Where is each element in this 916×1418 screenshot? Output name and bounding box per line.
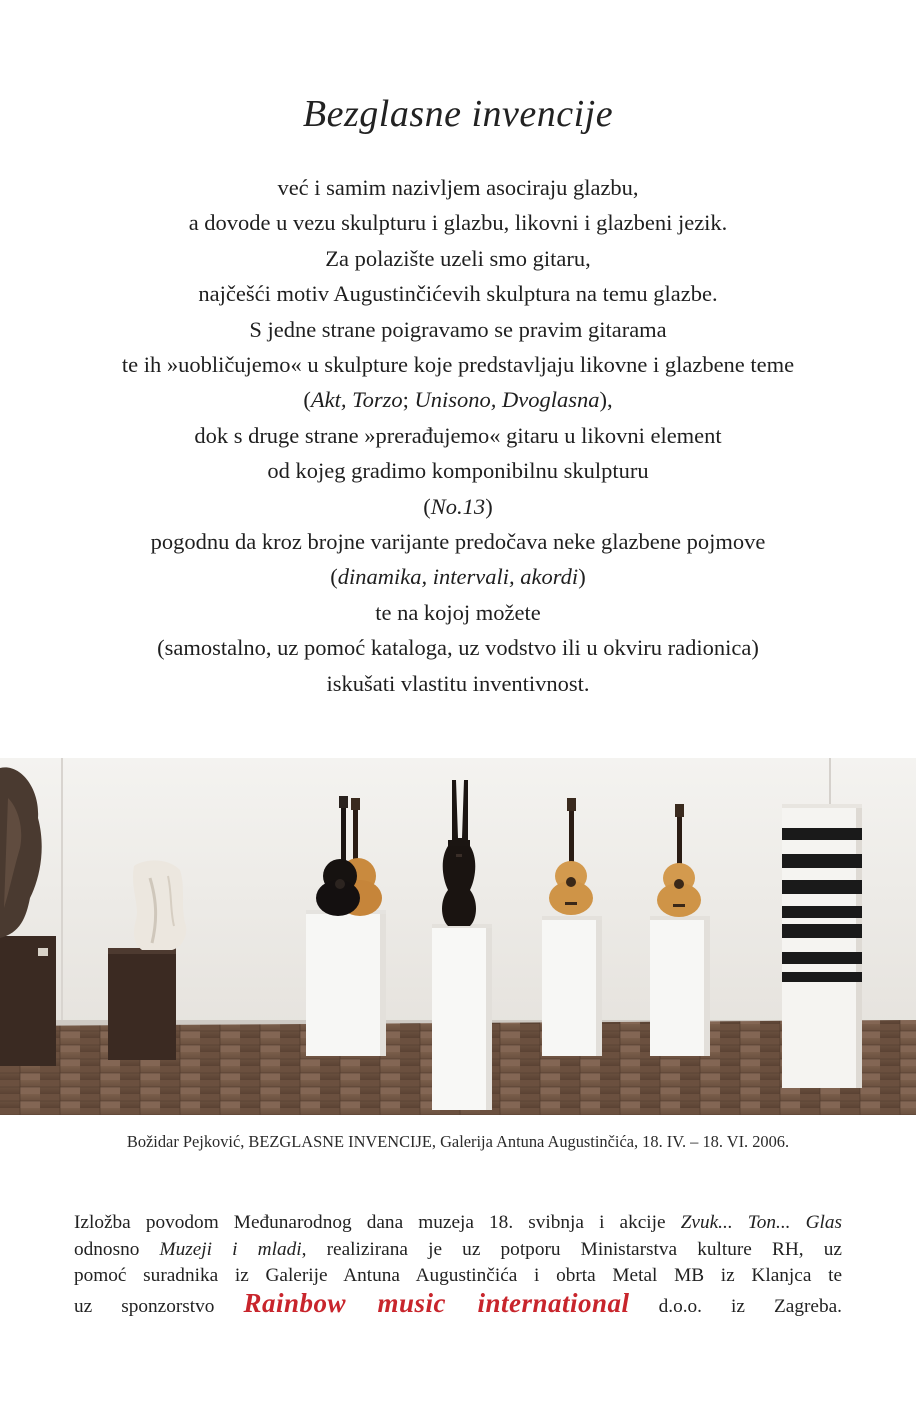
text-line: a dovode u vezu skulpturu i glazbu, likovni i glazbeni jezik. [188, 210, 728, 236]
photo-caption: Božidar Pejković, BEZGLASNE INVENCIJE, Galerija Antuna Augustinčića, 18. IV. – 18. VI. 2006. [126, 1132, 790, 1151]
striped-column-sculpture [782, 804, 862, 1088]
campaign-title: Muzeji i mladi [159, 1238, 302, 1260]
campaign-title: Zvuk... Ton... Glas [680, 1212, 843, 1233]
work-title: Akt, Torzo [310, 387, 403, 413]
text-line: Za polazište uzeli smo gitaru, [325, 245, 591, 271]
text-line: te na kojoj možete [375, 599, 541, 625]
text-line: (samostalno, uz pomoć kataloga, uz vodstvo ili u okviru radionica) [157, 635, 759, 661]
text-line: (Akt, Torzo; Unisono, Dvoglasna), [303, 387, 613, 413]
text-line: već i samim nazivljem asociraju glazbu, [277, 175, 639, 200]
credits-line: odnosno Muzeji i mladi, realizirana je uz potporu Ministarstva kulture RH, uz [74, 1238, 842, 1260]
text-line: te ih »uobličujemo« u skulpture koje predstavljaju likovne i glazbene teme [121, 352, 795, 378]
text-line: (dinamika, intervali, akordi) [330, 564, 586, 590]
pedestal-4 [650, 916, 710, 1056]
credits-line: pomoć suradnika iz Galerije Antuna Augustinčića i obrta Metal MB iz Klanjca te [74, 1265, 842, 1286]
page-title: Bezglasne invencije [302, 93, 614, 135]
credits-paragraph [74, 1210, 842, 1320]
gallery-illustration [0, 758, 916, 1115]
music-terms: dinamika, intervali, akordi [337, 564, 579, 590]
text-line: dok s druge strane »prerađujemo« gitaru u likovni element [194, 422, 722, 448]
work-title: No.13 [430, 493, 486, 519]
text-line: iskušati vlastitu inventivnost. [326, 670, 590, 696]
pedestal-3 [542, 916, 602, 1056]
text-line: (No.13) [423, 493, 493, 519]
credits-line: Izložba povodom Međunarodnog dana muzeja 18. svibnja i akcije Zvuk... Ton... Glas [74, 1212, 843, 1233]
text-line: S jedne strane poigravamo se pravim gitarama [249, 316, 667, 342]
text-line: najčešći motiv Augustinčićevih skulptura na temu glazbe. [198, 281, 718, 307]
pedestal-1 [306, 910, 386, 1056]
text-line: pogodnu da kroz brojne varijante predočava neke glazbene pojmove [150, 529, 766, 555]
exhibition-photo [0, 758, 916, 1115]
sponsor-logo: Rainbow music international [243, 1287, 630, 1318]
text-line: od kojeg gradimo komponibilnu skulpturu [267, 458, 649, 484]
credits-line: uz sponzorstvo Rainbow music international d.o.o. iz Zagreba. [74, 1287, 842, 1318]
work-title: Unisono, Dvoglasna [414, 387, 600, 413]
intro-text [40, 170, 876, 701]
pedestal-2 [432, 924, 492, 1110]
